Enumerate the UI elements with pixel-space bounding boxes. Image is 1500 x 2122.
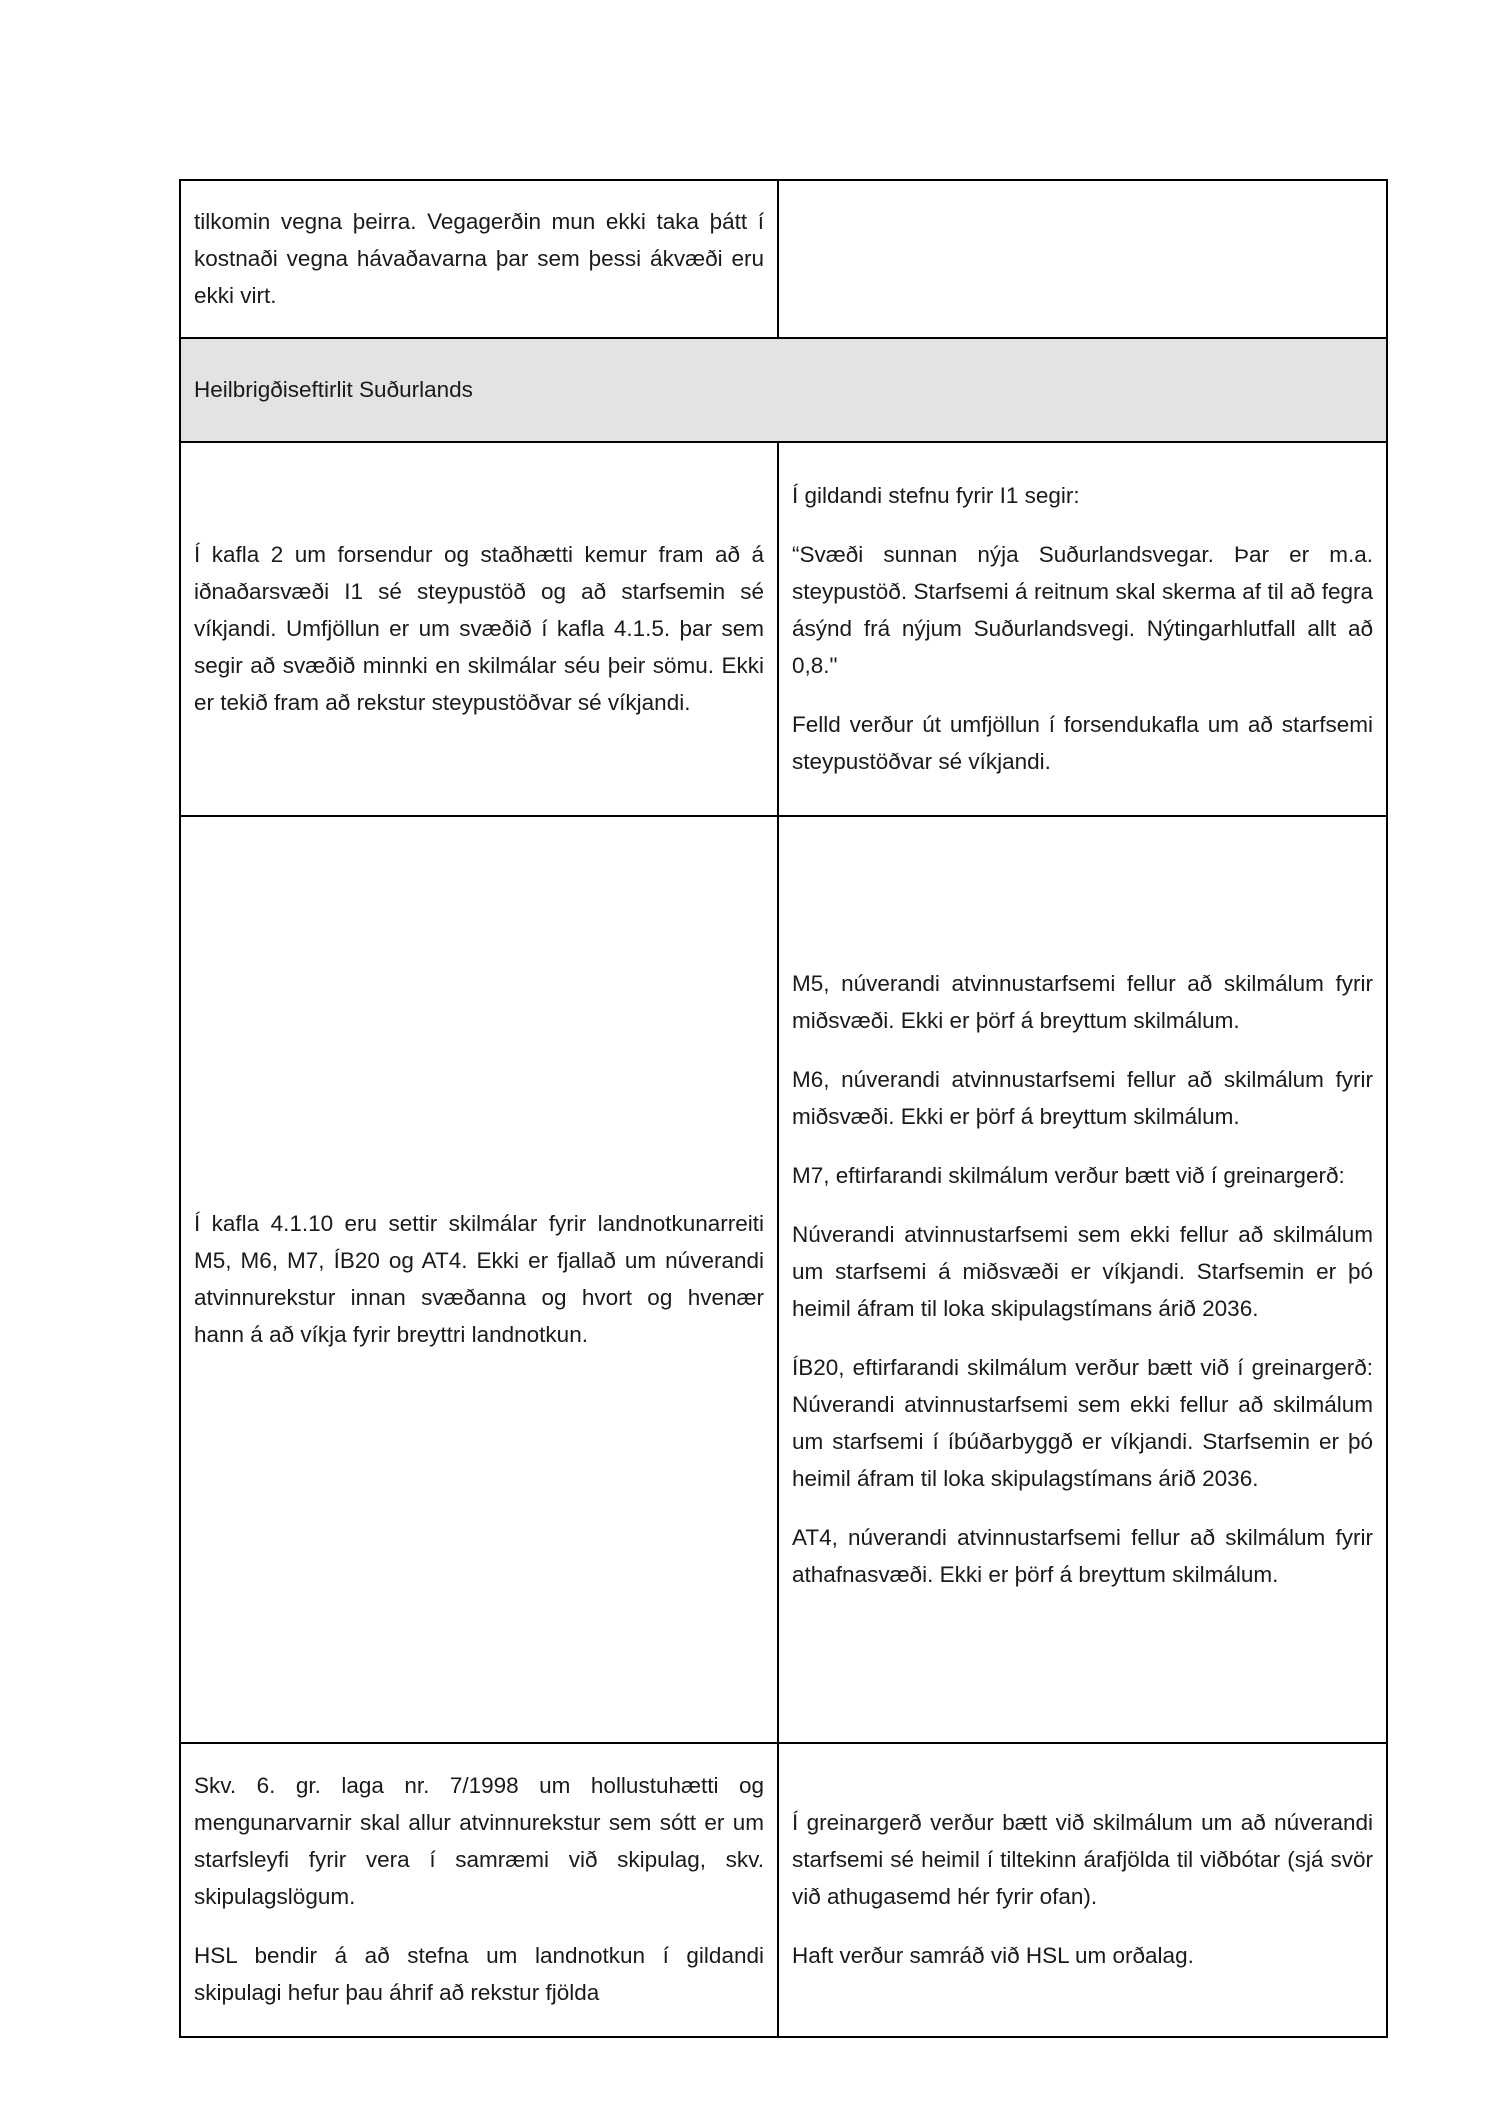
- comment-cell: [180, 180, 778, 338]
- table-row: [180, 816, 1387, 1743]
- section-heading: Heilbrigðiseftirlit Suðurlands: [180, 338, 1387, 442]
- response-cell: [778, 442, 1387, 816]
- response-paragraph: AT4, núverandi atvinnustarfsemi fellur að skilmálum fyrir athafnasvæði. Ekki er þörf á breyttum skilmálum.: [792, 1524, 1373, 1587]
- response-cell: [778, 816, 1387, 1743]
- response-paragraph: Felld verður út umfjöllun í forsendukafla um að starfsemi steypustöðvar sé víkjandi.: [792, 711, 1373, 774]
- table-row-continuation: [180, 180, 1387, 338]
- response-paragraph: Núverandi atvinnustarfsemi sem ekki fellur að skilmálum um starfsemi á miðsvæði er víkjandi. Starfsemin er þó heimil áfram til loka skipulagstímans árið 2036.: [792, 1221, 1373, 1321]
- comment-paragraph: HSL bendir á að stefna um landnotkun í gildandi skipulagi hefur þau áhrif að rekstur fjölda: [194, 1943, 764, 2005]
- response-cell: [778, 1743, 1387, 2037]
- comment-paragraph: Í kafla 4.1.10 eru settir skilmálar fyrir landnotkunarreiti M5, M6, M7, ÍB20 og AT4. Ekki er fjallað um núverandi atvinnurekstur innan svæðanna og hvort og hvenær hann á að víkja fyrir breyttri landnotkun.: [194, 1210, 764, 1347]
- table-row: [180, 442, 1387, 816]
- response-paragraph: Haft verður samráð við HSL um orðalag.: [792, 1943, 1194, 1968]
- response-paragraph: M5, núverandi atvinnustarfsemi fellur að skilmálum fyrir miðsvæði. Ekki er þörf á breyttum skilmálum.: [792, 970, 1373, 1033]
- response-paragraph: ÍB20, eftirfarandi skilmálum verður bætt við í greinargerð: Núverandi atvinnustarfsemi sem ekki fellur að skilmálum um starfsemi í íbúðarbyggð er víkjandi. Starfsemin er þó heimil áfram til loka skipulagstímans árið 2036.: [792, 1354, 1373, 1491]
- comment-paragraph: Í kafla 2 um forsendur og staðhætti kemur fram að á iðnaðarsvæði I1 sé steypustöð og að starfsemin sé víkjandi. Umfjöllun er um svæðið í kafla 4.1.5. þar sem segir að svæðið minnki en skilmálar séu þeir sömu. Ekki er tekið fram að rekstur steypustöðvar sé víkjandi.: [194, 541, 764, 715]
- section-heading-row: [180, 338, 1387, 442]
- response-paragraph: M6, núverandi atvinnustarfsemi fellur að skilmálum fyrir miðsvæði. Ekki er þörf á breyttum skilmálum.: [792, 1066, 1373, 1129]
- response-cell: [778, 180, 1387, 338]
- response-paragraph: Í greinargerð verður bætt við skilmálum um að núverandi starfsemi sé heimil í tiltekinn árafjölda til viðbótar (sjá svör við athugasemd hér fyrir ofan).: [792, 1810, 1373, 1909]
- table-row: [180, 1743, 1387, 2037]
- comments-response-table: [179, 179, 1388, 2038]
- comment-cell: [180, 816, 778, 1743]
- response-paragraph: M7, eftirfarandi skilmálum verður bætt við í greinargerð:: [792, 1162, 1345, 1188]
- comment-cell: [180, 442, 778, 816]
- comment-paragraph: Skv. 6. gr. laga nr. 7/1998 um hollustuhætti og mengunarvarnir skal allur atvinnurekstur sem sótt er um starfsleyfi fyrir vera í samræmi við skipulag, skv. skipulagslögum.: [194, 1773, 764, 1909]
- response-paragraph: “Svæði sunnan nýja Suðurlandsvegar. Þar er m.a. steypustöð. Starfsemi á reitnum skal skerma af til að fegra ásýnd frá nýjum Suðurlandsvegi. Nýtingarhlutfall allt að 0,8.": [792, 541, 1373, 678]
- response-paragraph: Í gildandi stefnu fyrir I1 segir:: [792, 482, 1080, 508]
- comment-cell: [180, 1743, 778, 2037]
- comment-paragraph: tilkomin vegna þeirra. Vegagerðin mun ekki taka þátt í kostnaði vegna hávaðavarna þar sem þessi ákvæði eru ekki virt.: [194, 208, 764, 308]
